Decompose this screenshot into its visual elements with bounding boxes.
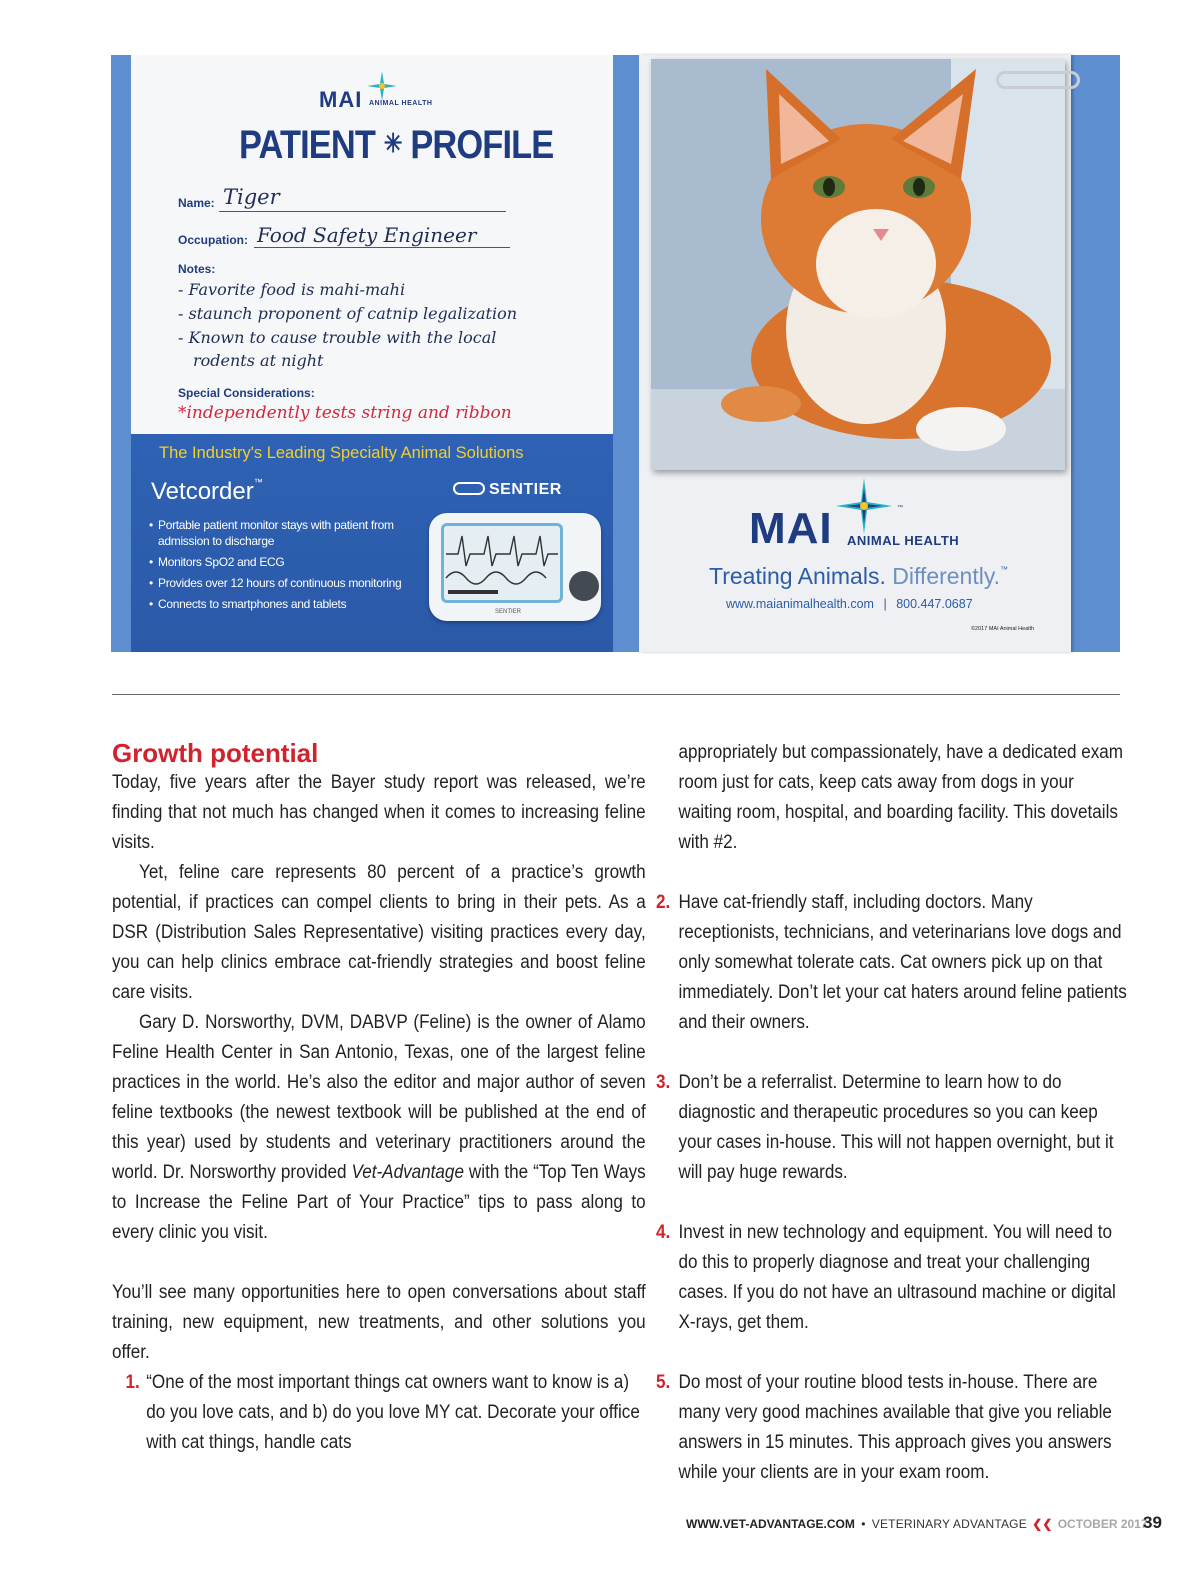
tip-item-5 [656, 1368, 1130, 1488]
product-name-text: Vetcorder [151, 478, 254, 505]
paperclip-decoration [996, 71, 1080, 89]
vetcorder-device-image [429, 513, 601, 621]
sentier-logo [453, 481, 562, 499]
slogan-part-b: Differently. [892, 563, 1001, 589]
sentier-icon [453, 482, 485, 495]
paragraph-text: with the “Top Ten Ways to Increase the Feline Part of Your Practice” tips to pass along to every clinic you visit. [112, 1162, 646, 1243]
article-left-column [112, 738, 646, 1458]
name-underline [219, 211, 506, 212]
occupation-value: Food Safety Engineer [257, 223, 477, 247]
mai-phone-number: 800.447.0687 [896, 597, 973, 611]
slogan-part-a: Treating Animals. [709, 563, 886, 589]
notes-label: Notes: [178, 262, 216, 276]
paragraph-spacer [656, 1338, 1130, 1368]
mai-star-logo-small [367, 71, 397, 101]
cat-illustration [651, 59, 1065, 470]
section-heading: Growth potential [112, 738, 319, 768]
tip-text: appropriately but compassionately, have a dedicated exam room just for cats, keep cats away from dogs in your waiting room, hospital, and boarding facility. This dovetails with #2. [678, 742, 1124, 853]
trademark-mark: ™ [897, 505, 903, 511]
tip-item-2 [656, 888, 1130, 1038]
note-line: - Known to cause trouble with the local [178, 328, 497, 347]
occupation-label: Occupation: [178, 233, 249, 247]
paragraph-spacer [656, 1038, 1130, 1068]
orange-cat-photo [651, 59, 1065, 470]
footer-website[interactable]: WWW.VET-ADVANTAGE.COM [686, 1517, 855, 1531]
name-value: Tiger [223, 185, 280, 209]
device-screen [441, 523, 563, 603]
sentier-text: SENTIER [489, 481, 562, 498]
tip-text: Don’t be a referralist. Determine to learn how to do diagnostic and therapeutic procedures so you can keep your cases in-house. This will not happen overnight, but it will pay huge rewards. [678, 1072, 1114, 1183]
device-power-button [569, 571, 599, 601]
article-paragraph: You’ll see many opportunities here to open conversations about staff training, new equipment, new treatments, and other solutions you offer. [112, 1282, 646, 1363]
publication-name: Vet-Advantage [351, 1162, 464, 1183]
paragraph-text: Gary D. Norsworthy, DVM, DABVP (Feline) is the owner of Alamo Feline Health Center in San Antonio, Texas, one of the largest feline practices in the world. He’s also the editor and major author of seven feline textbooks (the newest textbook will be published at the end of this year) used by students and veterinary practitioners around the world. Dr. Norsworthy provided [112, 1012, 646, 1183]
tip-item-1 [112, 1368, 646, 1458]
tip-number: 2. [656, 892, 671, 913]
name-label: Name: [178, 196, 215, 210]
trademark-mark: ™ [253, 477, 263, 487]
ecg-waveform-icon [444, 526, 560, 600]
page-footer [686, 1517, 1148, 1531]
paragraph-spacer [112, 1248, 646, 1278]
vetcorder-product-name [151, 477, 263, 506]
mai-star-logo-large [836, 478, 892, 534]
tip-text: Have cat-friendly staff, including doctors. Many receptionists, technicians, and veterinarians love dogs and only somewhat tolerate cats. Cat owners pick up on that immediately. Don’t let your cat haters around feline patients and their owners. [678, 892, 1127, 1033]
tip-number: 4. [656, 1222, 671, 1243]
page-number: 39 [1143, 1513, 1162, 1532]
mai-logo-text-large: MAI [749, 504, 833, 553]
paragraph-spacer [656, 858, 1130, 888]
vetcorder-feature-list [149, 517, 419, 617]
mai-contact-line [726, 597, 973, 611]
note-line: - staunch proponent of catnip legalization [178, 304, 517, 323]
paragraph-spacer [656, 1188, 1130, 1218]
note-line: - Favorite food is mahi-mahi [178, 280, 406, 299]
mai-website-link[interactable]: www.maianimalhealth.com [726, 597, 874, 611]
article-paragraph [112, 1008, 646, 1248]
separator: | [883, 597, 887, 611]
device-brand-label: SENTIER [495, 609, 522, 615]
special-considerations-label: Special Considerations: [178, 386, 315, 400]
trademark-mark: ™ [1000, 565, 1009, 574]
profile-title-left: PATIENT [239, 123, 376, 167]
feature-item: • Connects to smartphones and tablets [149, 596, 419, 612]
feature-item: • Portable patient monitor stays with patient from admission to discharge [149, 517, 419, 549]
occupation-underline [254, 247, 510, 248]
tip-item-1-continued [656, 738, 1130, 858]
tip-item-4 [656, 1218, 1130, 1338]
footer-issue-date: OCTOBER 2017 [1057, 1517, 1148, 1531]
patient-profile-title [239, 123, 554, 168]
tip-text: “One of the most important things cat owners want to know is a) do you love cats, and b) do you love MY cat. Decorate your office with cat things, handle cats [146, 1372, 640, 1453]
tip-number: 5. [656, 1372, 671, 1393]
article-paragraph: Today, five years after the Bayer study report was released, we’re finding that not much has changed when it comes to increasing feline visits. [112, 772, 646, 853]
copyright-notice: ©2017 MAI Animal Health [971, 626, 1035, 632]
note-line: rodents at night [193, 351, 324, 370]
section-divider [112, 694, 1120, 695]
advertisement [111, 55, 1120, 652]
mai-slogan [709, 563, 1008, 590]
mai-logo-text-small: MAI [319, 87, 363, 112]
feature-item: • Provides over 12 hours of continuous monitoring [149, 575, 419, 591]
tip-item-3 [656, 1068, 1130, 1188]
footer-publication: VETERINARY ADVANTAGE [871, 1517, 1027, 1531]
footer-dot: • [861, 1517, 866, 1531]
special-considerations-value: *independently tests string and ribbon [178, 403, 512, 423]
star-icon: ✳ [383, 128, 402, 158]
tip-number: 3. [656, 1072, 671, 1093]
tip-text: Do most of your routine blood tests in-house. There are many very good machines available that give you reliable answers in 15 minutes. This approach gives you answers while your clients are in your exam room. [678, 1372, 1112, 1483]
profile-title-right: PROFILE [410, 123, 554, 167]
article-paragraph: Yet, feline care represents 80 percent of a practice’s growth potential, if practices can compel clients to bring in their pets. As a DSR (Distribution Sales Representative) visiting practices every day, you can help clinics embrace cat-friendly strategies and boost feline care visits. [112, 862, 646, 1003]
tip-number: 1. [125, 1372, 140, 1393]
article-right-column [656, 738, 1168, 1488]
feature-item: • Monitors SpO2 and ECG [149, 554, 419, 570]
ad-tagline: The Industry's Leading Specialty Animal Solutions [159, 444, 524, 462]
mai-logo-subtext-small: ANIMAL HEALTH [369, 100, 433, 107]
mai-logo-subtext-large: ANIMAL HEALTH [847, 533, 960, 548]
tip-text: Invest in new technology and equipment. You will need to do this to properly diagnose and treat your challenging cases. If you do not have an ultrasound machine or digital X-rays, get them. [678, 1222, 1116, 1333]
chevron-left-icon: ❮❮ [1032, 1517, 1053, 1531]
